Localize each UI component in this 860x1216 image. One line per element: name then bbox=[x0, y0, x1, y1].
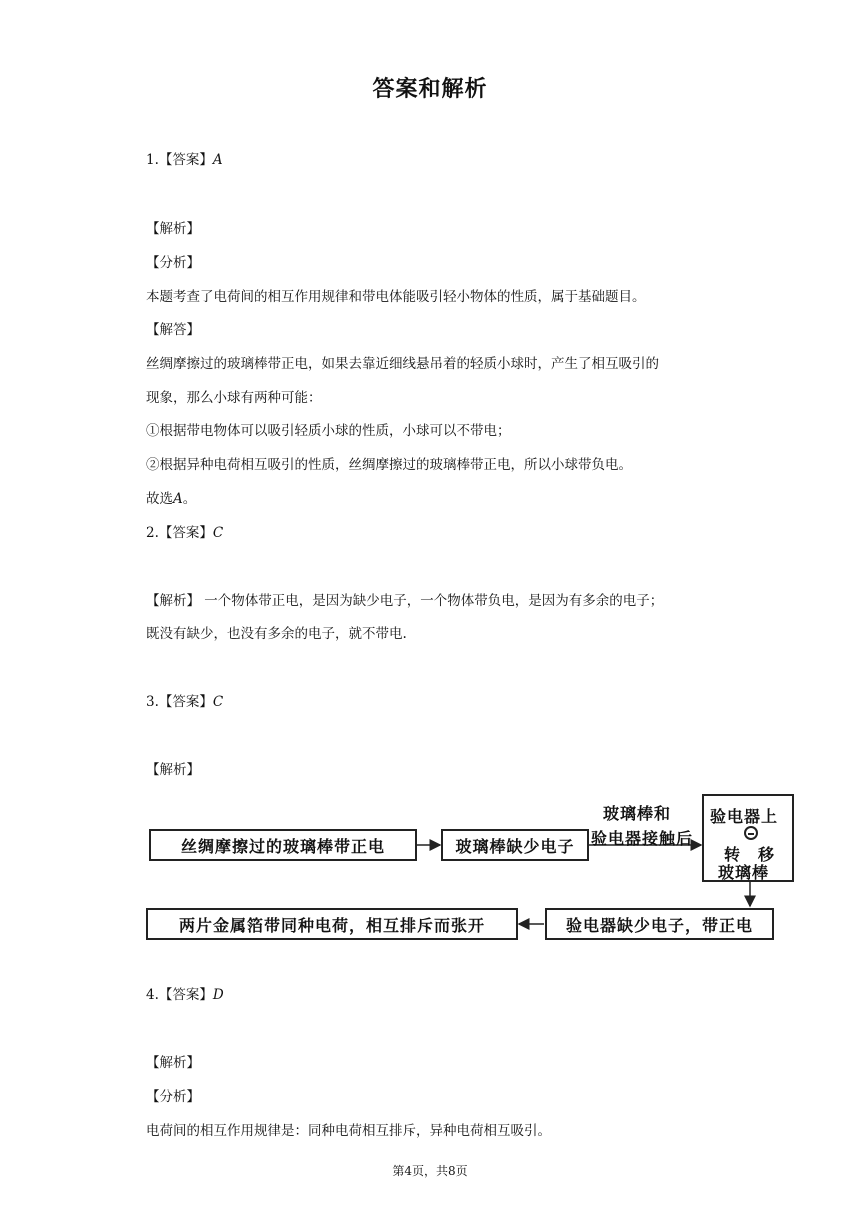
flow-box-3-top: 验电器上 bbox=[710, 807, 779, 826]
flow-arrow-label-2: 验电器接触后 bbox=[591, 829, 694, 848]
q2-line-2: 既没有缺少，也没有多余的电子，就不带电. bbox=[146, 626, 407, 642]
flow-box-1: 丝绸摩擦过的玻璃棒带正电 bbox=[149, 829, 417, 861]
q1-line-3: ①根据带电物体可以吸引轻质小球的性质，小球可以不带电； bbox=[146, 423, 511, 439]
q4-answer-prefix: 4.【答案】 bbox=[146, 987, 213, 1003]
q1-choose-line bbox=[146, 489, 196, 509]
q3-answer: C bbox=[212, 694, 224, 710]
q3-answer-prefix: 3.【答案】 bbox=[146, 694, 213, 710]
q2-answer-prefix: 2.【答案】 bbox=[146, 525, 213, 541]
q1-answer: A bbox=[212, 152, 223, 168]
q3-answer-line bbox=[146, 692, 223, 712]
q4-answer-line bbox=[146, 985, 224, 1005]
q1-answer-line bbox=[146, 150, 223, 170]
flow-box-5: 两片金属箔带同种电荷，相互排斥而张开 bbox=[146, 908, 518, 940]
q2-answer-line bbox=[146, 523, 223, 543]
flow-arrow-label-1: 玻璃棒和 bbox=[603, 804, 672, 823]
q4-fenxi-heading: 【分析】 bbox=[146, 1089, 200, 1105]
q1-line-2: 现象，那么小球有两种可能： bbox=[146, 390, 322, 406]
flow-box-3-mid-right: 移 bbox=[758, 845, 776, 864]
q2-line-1: 【解析】 一个物体带正电，是因为缺少电子，一个物体带负电，是因为有多余的电子； bbox=[146, 593, 664, 609]
flow-box-3-mid-left: 转 bbox=[724, 845, 742, 864]
q4-analysis: 电荷间的相互作用规律是：同种电荷相互排斥，异种电荷相互吸引。 bbox=[146, 1123, 551, 1139]
q1-choose-letter: A bbox=[173, 491, 183, 507]
page-title: 答案和解析 bbox=[372, 77, 488, 102]
q3-jiexi-heading: 【解析】 bbox=[146, 762, 200, 778]
flow-box-2: 玻璃棒缺少电子 bbox=[441, 829, 589, 861]
q1-jieda-heading: 【解答】 bbox=[146, 322, 200, 338]
flow-box-3 bbox=[702, 794, 794, 882]
q1-jiexi-heading: 【解析】 bbox=[146, 221, 200, 237]
page-footer: 第4页，共8页 bbox=[392, 1164, 468, 1178]
q1-line-1: 丝绸摩擦过的玻璃棒带正电，如果去靠近细线悬吊着的轻质小球时，产生了相互吸引的 bbox=[146, 356, 659, 372]
q1-choose-prefix: 故选 bbox=[146, 491, 173, 507]
q1-fenxi-heading: 【分析】 bbox=[146, 255, 200, 271]
q1-answer-prefix: 1.【答案】 bbox=[146, 152, 213, 168]
electron-icon bbox=[744, 826, 758, 840]
q1-choose-suffix: 。 bbox=[182, 491, 197, 507]
q1-line-4: ②根据异种电荷相互吸引的性质，丝绸摩擦过的玻璃棒带正电，所以小球带负电。 bbox=[146, 457, 632, 473]
flow-box-3-bottom: 玻璃棒 bbox=[718, 863, 770, 882]
flow-box-4: 验电器缺少电子，带正电 bbox=[545, 908, 774, 940]
q1-analysis: 本题考查了电荷间的相互作用规律和带电体能吸引轻小物体的性质，属于基础题目。 bbox=[146, 289, 646, 305]
q2-answer: C bbox=[212, 525, 224, 541]
q4-answer: D bbox=[212, 987, 224, 1003]
q4-jiexi-heading: 【解析】 bbox=[146, 1055, 200, 1071]
